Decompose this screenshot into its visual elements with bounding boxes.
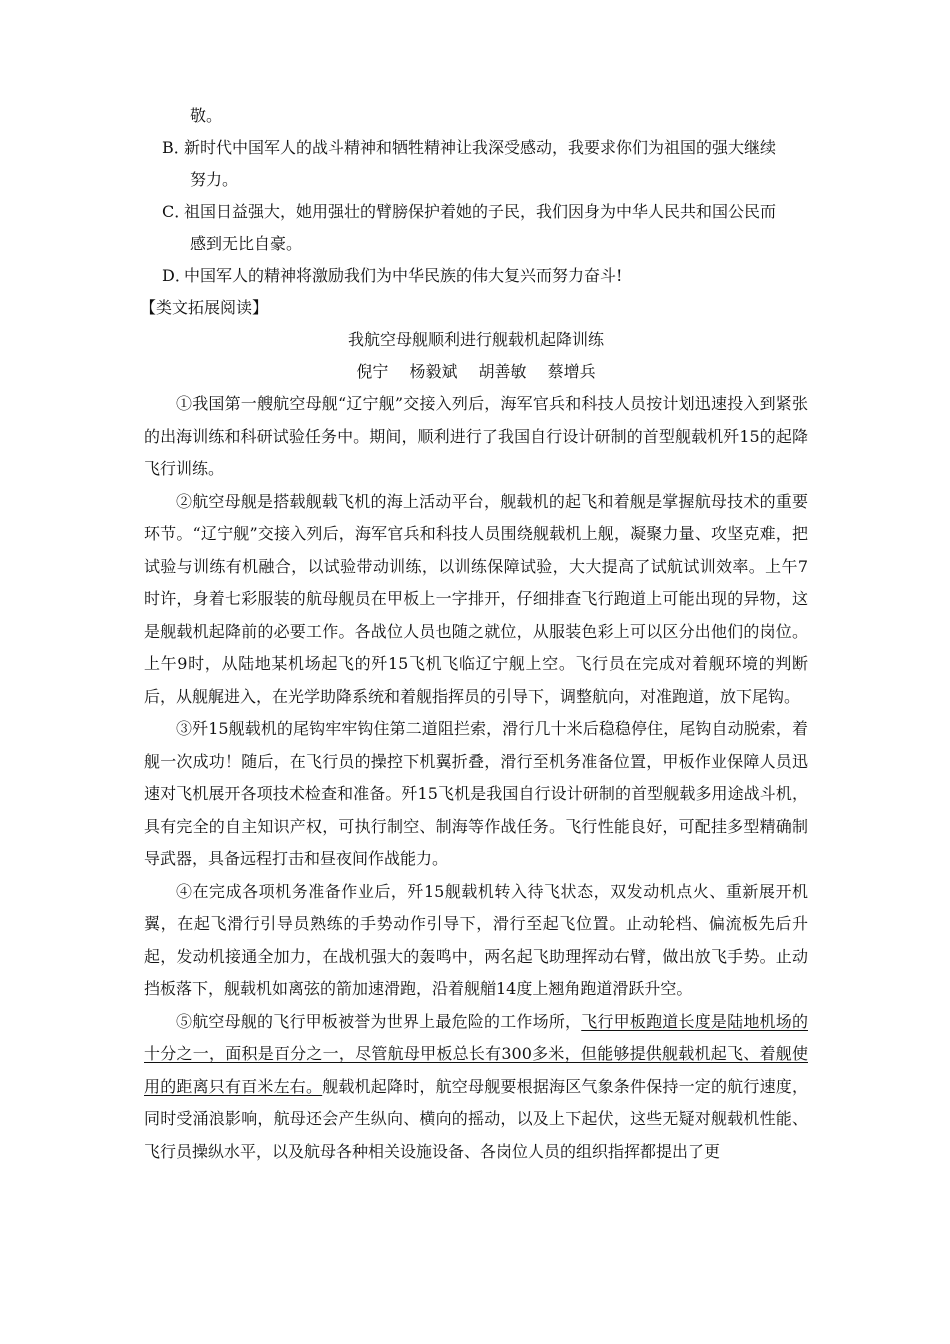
paragraph-5-end: 舰载机起降时，航空母舰要根据海区气象条件保持一定的航行速度，同时受涌浪影响，航母还会产生纵向、横向的摇动，以及上下起伏，这些无疑对舰载机性能、飞行员操纵水平，以及航母各种相关设施设备、各岗位人员的组织指挥都提出了更 [144,1076,808,1161]
option-d [144,260,808,292]
option-b-text: 新时代中国军人的战斗精神和牺牲精神让我深受感动，我要求你们为祖国的强大继续 [184,138,777,157]
option-a-continuation: 敬。 [190,106,223,125]
paragraph-5-underlined: 飞行甲板跑道长度是陆地机场的十分之一，面积是百分之一，尽管航母甲板总长有300多米，但能够提供舰载机起飞、着舰使用的距离只有百米左右。 [144,1011,808,1096]
option-c-continuation: 感到无比自豪。 [190,234,303,253]
document-page [140,100,808,1168]
paragraph-5 [144,1006,808,1169]
option-d-text: 中国军人的精神将激励我们为中华民族的伟大复兴而努力奋斗! [184,266,623,285]
option-b-continuation: 努力。 [190,170,239,189]
paragraph-3: ③歼15舰载机的尾钩牢牢钩住第二道阻拦索，滑行几十米后稳稳停住，尾钩自动脱索，着舰一次成功！随后，在飞行员的操控下机翼折叠，滑行至机务准备位置，甲板作业保障人员迅速对飞机展开各项技术检查和准备。歼15飞机是我国自行设计研制的首型舰载多用途战斗机，具有完全的自主知识产权，可执行制空、制海等作战任务。飞行性能良好，可配挂多型精确制导武器，具备远程打击和昼夜间作战能力。 [144,719,808,868]
paragraph-4: ④在完成各项机务准备作业后，歼15舰载机转入待飞状态，双发动机点火、重新展开机翼，在起飞滑行引导员熟练的手势动作引导下，滑行至起飞位置。止动轮档、偏流板先后升起，发动机接通全加力，在战机强大的轰鸣中，两名起飞助理挥动右臂，做出放飞手势。止动挡板落下，舰载机如离弦的箭加速滑跑，沿着舰艏14度上翘角跑道滑跃升空。 [144,881,808,998]
section-header: 【类文拓展阅读】 [140,298,269,317]
option-c-label: C． [162,202,191,221]
option-c-text: 祖国日益强大，她用强壮的臂膀保护着她的子民，我们因身为中华人民共和国公民而 [184,202,777,221]
paragraph-1: ①我国第一艘航空母舰“辽宁舰”交接入列后，海军官兵和科技人员按计划迅速投入到紧张的出海训练和科研试验任务中。期间，顺利进行了我国自行设计研制的首型舰载机歼15的起降飞行训练。 [144,394,808,478]
article-title: 我航空母舰顺利进行舰载机起降训练 [347,330,604,349]
option-c [144,196,808,228]
option-b [144,132,808,164]
paragraph-2: ②航空母舰是搭载舰载飞机的海上活动平台，舰载机的起飞和着舰是掌握航母技术的重要环节。“辽宁舰”交接入列后，海军官兵和科技人员围绕舰载机上舰，凝聚力量、攻坚克难，把试验与训练有机融合，以试验带动训练，以训练保障试验，大大提高了试航试训效率。上午7时许，身着七彩服装的航母舰员在甲板上一字排开，仔细排查飞行跑道上可能出现的异物，这是舰载机起降前的必要工作。各战位人员也随之就位，从服装色彩上可以区分出他们的岗位。上午9时，从陆地某机场起飞的歼15飞机飞临辽宁舰上空。飞行员在完成对着舰环境的判断后，从舰艉进入，在光学助降系统和着舰指挥员的引导下，调整航向，对准跑道，放下尾钩。 [144,491,808,706]
article-authors: 倪宁 杨毅斌 胡善敏 蔡增兵 [356,362,596,381]
paragraph-5-start: ⑤航空母舰的飞行甲板被誉为世界上最危险的工作场所， [176,1011,582,1031]
option-b-label: B． [162,138,190,157]
option-d-label: D． [162,266,191,285]
